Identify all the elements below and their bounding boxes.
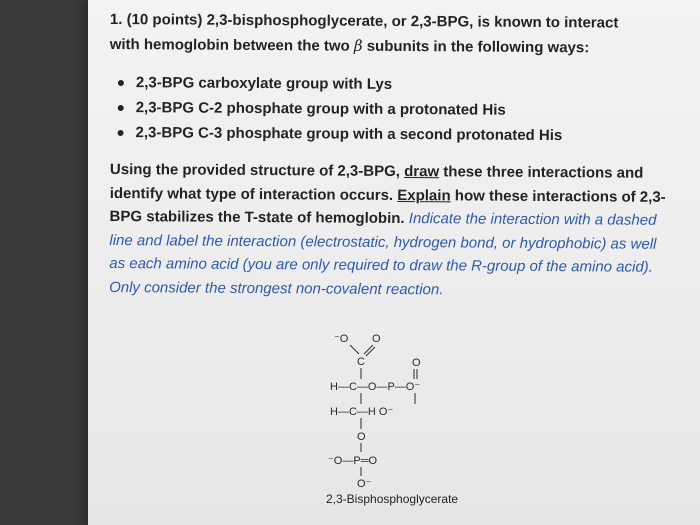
document-page (88, 0, 700, 525)
o-top-right-label: O (372, 333, 381, 345)
bond-line (350, 345, 359, 354)
list-item: 2,3-BPG C-3 phosphate group with a second protonated His (115, 120, 562, 148)
instructions-paragraph (109, 158, 670, 303)
bond-line (364, 345, 373, 354)
draw-emphasis: draw (404, 163, 440, 181)
instructions-text: these three interactions and identify what type of interaction occurs. (109, 163, 644, 204)
c3-row-label: H—C—H O⁻ (330, 406, 394, 418)
question-title-line1: 1. (10 points) 2,3-bisphosphoglycerate, or 2,3-BPG, is known to interact (109, 10, 619, 32)
note-text: Indicate the interaction with a dashed line and label the interaction (electrostatic, hydrogen bond, or hydrophobic) as well as each amino acid (you are only required to draw the R-group of the amino acid). Only consider the strongest non-covalent reaction. (109, 210, 657, 298)
bpg-structure-diagram (326, 330, 476, 505)
bond-line (366, 347, 375, 356)
question-title-line2-end: subunits in the following ways: (362, 37, 590, 57)
c3-phosphate-row-label: ⁻O—P═O (328, 455, 378, 467)
c2-row-label: H—C—O—P—O⁻ (330, 381, 421, 393)
instructions-text: how these interactions of 2,3-BPG stabilizes the T-state of hemoglobin. (109, 186, 666, 228)
bottom-oxygen-label: O⁻ (357, 478, 372, 490)
bridging-oxygen-label: O (357, 431, 366, 443)
interaction-list (115, 70, 562, 148)
bpg-structure-svg (326, 330, 476, 495)
explain-emphasis: Explain (397, 186, 451, 204)
list-item: 2,3-BPG carboxylate group with Lys (116, 70, 563, 98)
structure-caption: 2,3-Bisphosphoglycerate (326, 492, 459, 506)
beta-symbol: β (353, 36, 363, 55)
carboxyl-carbon-label: C (357, 356, 365, 368)
phosphate-oxygen-label: O (412, 357, 421, 369)
question-title (110, 8, 670, 61)
instructions-text: Using the provided structure of 2,3-BPG, (109, 160, 405, 181)
question-title-line2-start: with hemoglobin between the two (109, 35, 354, 55)
list-item: 2,3-BPG C-2 phosphate group with a protonated His (116, 95, 563, 123)
o-minus-top-label: ⁻O (334, 333, 349, 345)
